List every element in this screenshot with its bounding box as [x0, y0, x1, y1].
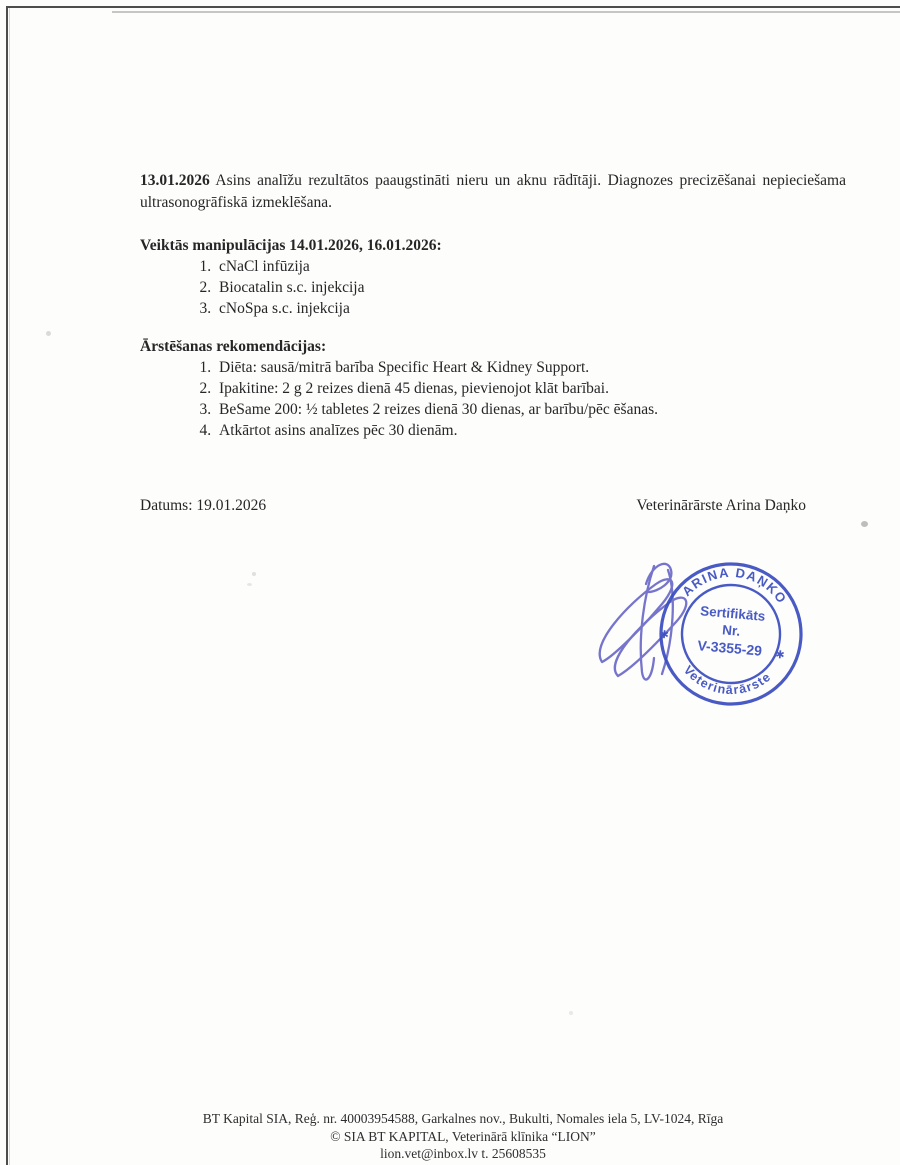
footer-contact-line: lion.vet@inbox.lv t. 25608535: [380, 1146, 546, 1161]
manipulations-heading: Veiktās manipulācijas 14.01.2026, 16.01.2026:: [140, 237, 442, 254]
svg-text:Veterinārārste: [679, 662, 775, 701]
scan-edge-top-shadow: [112, 11, 900, 13]
manipulation-item: 2. Biocatalin s.c. injekcija: [215, 277, 900, 298]
recommendation-item: 1. Diēta: sausā/mitrā barība Specific Heart & Kidney Support.: [215, 357, 900, 378]
recommendation-item: 4. Atkārtot asins analīzes pēc 30 dienām.: [215, 420, 900, 441]
entry-date: 13.01.2026: [140, 172, 210, 189]
stamp-star-left-icon: ✱: [659, 628, 670, 642]
scan-speck: [252, 572, 256, 576]
scan-speck: [46, 331, 51, 336]
manipulation-item: 3. cNoSpa s.c. injekcija: [215, 298, 900, 319]
veterinarian-name: Veterinārārste Arina Daņko: [636, 497, 806, 514]
scan-edge-left: [6, 6, 8, 1165]
footer-clinic-line: © SIA BT KAPITAL, Veterinārā klīnika “LION”: [330, 1128, 596, 1144]
clinical-entry-paragraph: [140, 170, 846, 214]
scan-edge-left-shadow: [9, 8, 10, 1165]
vet-stamp: [613, 529, 830, 746]
recommendations-heading: Ārstēšanas rekomendācijas:: [140, 338, 327, 355]
date-label: Datums: 19.01.2026: [140, 497, 267, 514]
signature-row: [140, 496, 846, 516]
entry-text: Asins analīžu rezultātos paaugstināti nieru un aknu rādītāji. Diagnozes precizēšanai nepieciešama ultrasonogrāfiskā izmeklēšana.: [140, 172, 846, 211]
stamp-bottom-arc-text: Veterinārārste: [680, 662, 774, 698]
stamp-nr-label: Nr.: [721, 622, 741, 639]
stamp-certificate-number: V-3355-29: [696, 637, 763, 659]
stamp-star-right-icon: ✱: [774, 648, 786, 662]
scan-speck: [247, 583, 252, 586]
manipulations-list: [140, 256, 900, 319]
scan-edge-top: [6, 6, 900, 8]
recommendation-item: 3. BeSame 200: ½ tabletes 2 reizes dienā 30 dienas, ar barību/pēc ēšanas.: [215, 399, 900, 420]
stamp-top-arc-text: ARINA DAŅKO: [679, 564, 791, 607]
recommendations-list: [140, 357, 900, 441]
footer: [0, 1110, 900, 1163]
footer-company-line: BT Kapital SIA, Reģ. nr. 40003954588, Garkalnes nov., Bukulti, Nomales iela 5, LV-1024, Rīga: [202, 1111, 724, 1126]
scan-speck: [569, 1011, 573, 1015]
scan-speck: [861, 521, 868, 527]
manipulation-item: 1. cNaCl infūzija: [215, 256, 900, 277]
stamp-certificate-label: Sertifikāts: [699, 603, 766, 624]
recommendation-item: 2. Ipakitine: 2 g 2 reizes dienā 45 dienas, pievienojot klāt barībai.: [215, 378, 900, 399]
